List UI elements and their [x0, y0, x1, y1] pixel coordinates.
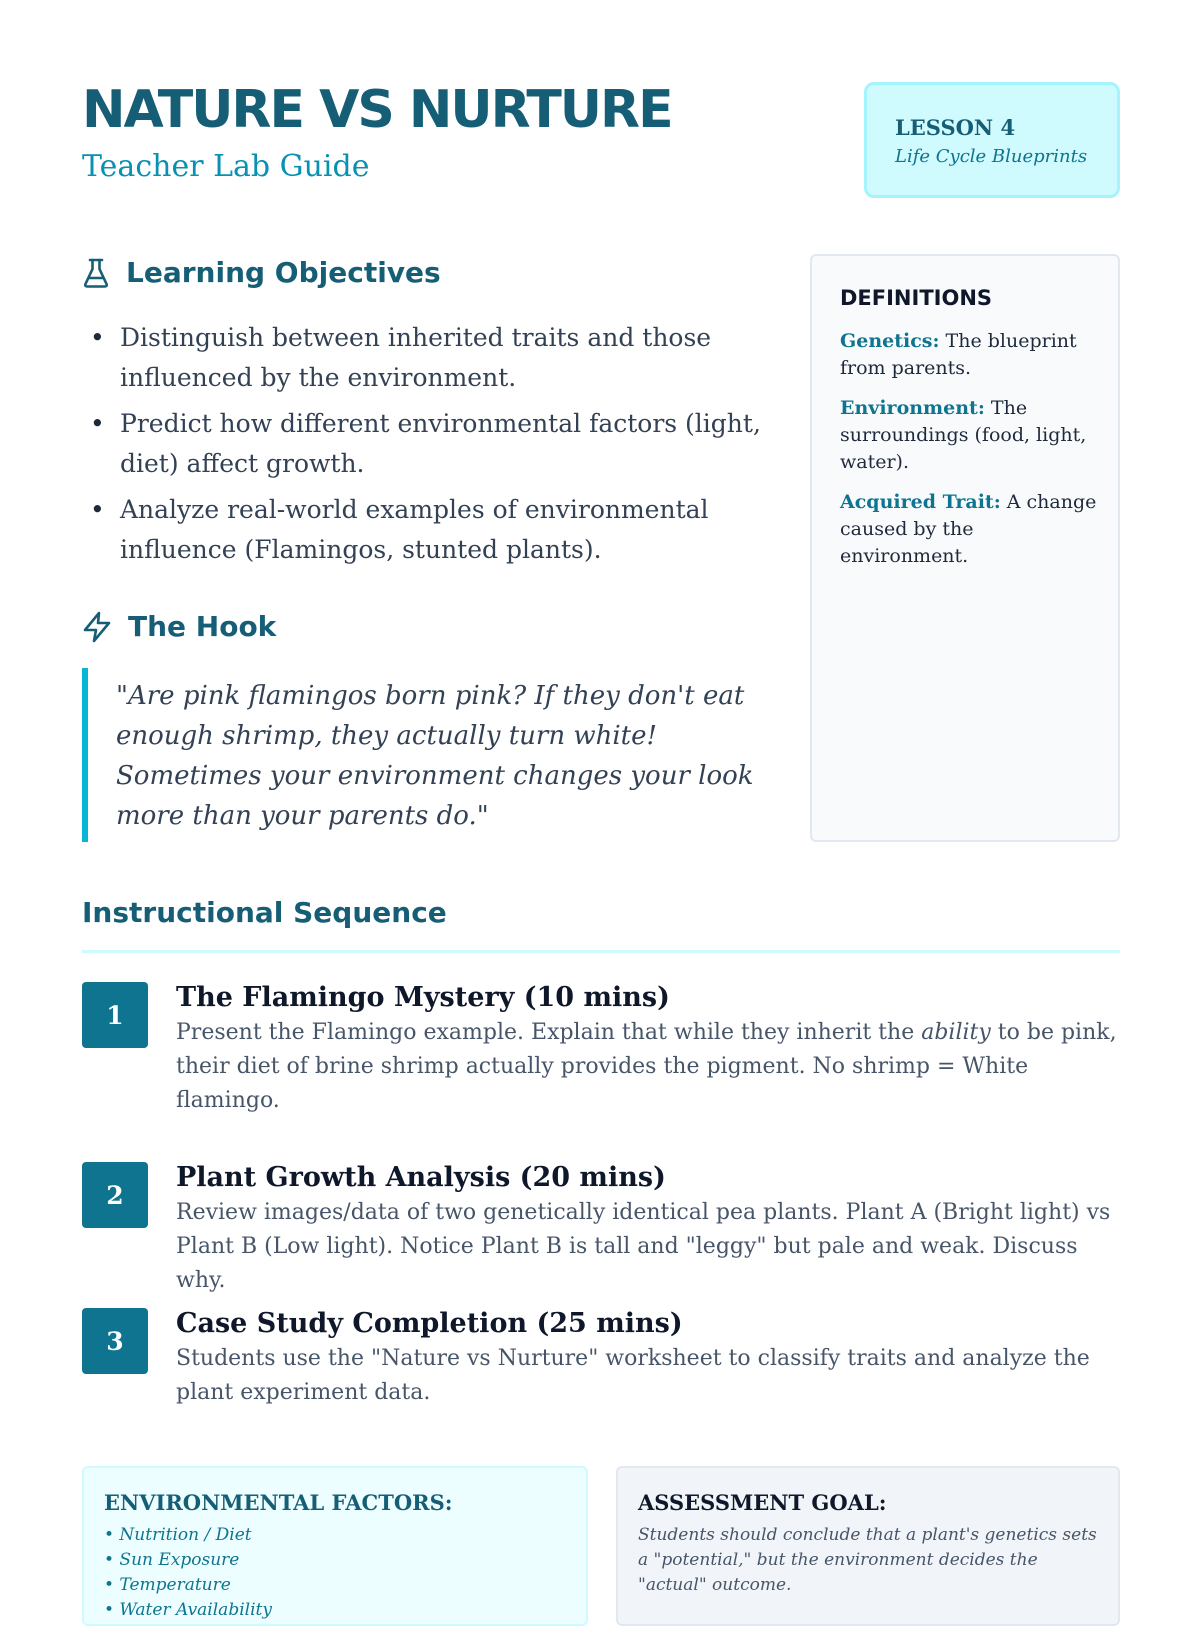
sequence-step	[82, 1160, 1120, 1298]
sequence-header	[82, 896, 1120, 953]
page-subtitle: Teacher Lab Guide	[82, 149, 370, 184]
definition-term: Genetics:	[840, 330, 940, 352]
objectives-heading-label: Learning Objectives	[126, 256, 441, 289]
assessment-goal-text: Students should conclude that a plant's genetics sets a "potential," but the environment decides the "actual" outcome.	[638, 1525, 1097, 1595]
definition-text: A change caused by the environment.	[840, 491, 1097, 567]
page-header	[82, 80, 672, 184]
definitions-box	[810, 254, 1120, 842]
definition-item	[840, 489, 1098, 570]
lightning-icon	[82, 611, 112, 643]
assessment-goal-title: ASSESSMENT GOAL:	[638, 1490, 887, 1515]
definition-item	[840, 395, 1098, 476]
step-title: The Flamingo Mystery (10 mins)	[176, 982, 670, 1013]
step-title: Case Study Completion (25 mins)	[176, 1308, 683, 1339]
hook-heading-label: The Hook	[128, 610, 277, 643]
sequence-step	[82, 1306, 1120, 1410]
hook-heading	[82, 610, 276, 643]
definition-term: Acquired Trait:	[840, 491, 1001, 513]
step-number-badge: 3	[82, 1308, 148, 1374]
step-number-badge: 1	[82, 982, 148, 1048]
assessment-goal-box	[616, 1466, 1120, 1626]
lesson-number: LESSON 4	[895, 115, 1016, 140]
step-description: Students use the "Nature vs Nurture" worksheet to classify traits and analyze the plant experiment data.	[176, 1346, 1090, 1405]
environmental-factor-item: • Nutrition / Diet	[104, 1525, 252, 1545]
step-title: Plant Growth Analysis (20 mins)	[176, 1162, 666, 1193]
sequence-step	[82, 980, 1120, 1118]
sequence-heading: Instructional Sequence	[82, 896, 447, 929]
environmental-factor-item: • Sun Exposure	[104, 1550, 240, 1570]
environmental-factor-item: • Water Availability	[104, 1600, 272, 1620]
definition-text: The blueprint from parents.	[840, 330, 1077, 379]
definition-item	[840, 328, 1098, 382]
environmental-factors-box	[82, 1466, 588, 1626]
flask-icon	[82, 257, 110, 289]
step-description: Review images/data of two genetically identical pea plants. Plant A (Bright light) vs Plant B (Low light). Notice Plant B is tall and "leggy" but pale and weak. Discuss why.	[176, 1200, 1111, 1293]
environmental-factors-title: ENVIRONMENTAL FACTORS:	[104, 1490, 453, 1515]
definition-term: Environment:	[840, 397, 985, 419]
step-description: Present the Flamingo example. Explain that while they inherit the ability to be pink, their diet of brine shrimp actually provides the pigment. No shrimp = White flamingo.	[176, 1020, 1117, 1113]
objective-item: • Analyze real-world examples of environmental influence (Flamingos, stunted plants).	[82, 490, 762, 570]
definition-text: The surroundings (food, light, water).	[840, 397, 1087, 473]
objective-item: • Predict how different environmental factors (light, diet) affect growth.	[82, 404, 762, 484]
lesson-name: Life Cycle Blueprints	[895, 146, 1088, 167]
step-number-badge: 2	[82, 1162, 148, 1228]
hook-quote: "Are pink flamingos born pink? If they don't eat enough shrimp, they actually turn white! Sometimes your environment changes your look more than your parents do."	[82, 668, 762, 842]
page-title: NATURE VS NURTURE	[82, 80, 672, 140]
objective-item: • Distinguish between inherited traits and those influenced by the environment.	[82, 318, 762, 398]
objectives-heading	[82, 256, 441, 289]
definitions-title: DEFINITIONS	[840, 286, 993, 310]
lesson-badge	[864, 82, 1120, 198]
objectives-list	[82, 318, 762, 576]
environmental-factor-item: • Temperature	[104, 1575, 231, 1595]
